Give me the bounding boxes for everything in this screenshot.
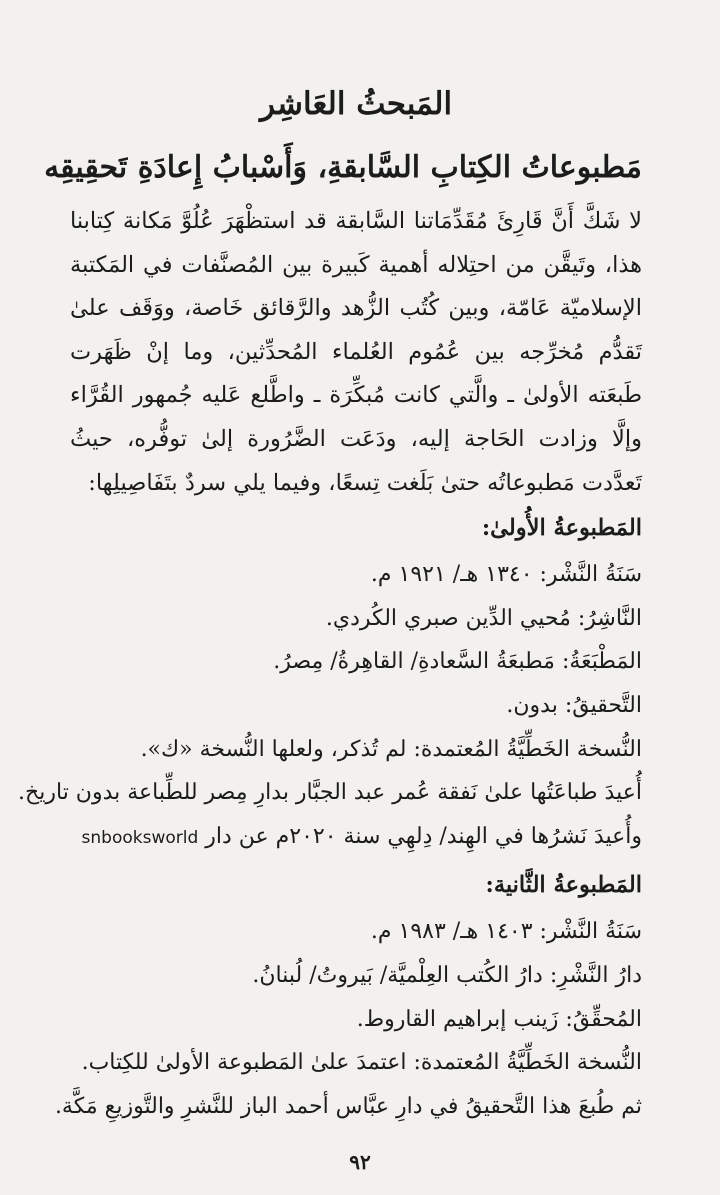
edition-2-publisher: دارُ النَّشْرِ: دارُ الكُتب العِلْميَّة/ بَيروتُ/ لُبنانُ.	[252, 962, 642, 988]
intro-block	[70, 200, 642, 505]
edition-1-press: المَطْبَعَةُ: مَطبعَةُ السَّعادةِ/ القاهِرةُ/ مِصرُ.	[273, 649, 642, 675]
edition-1-publication-year: سَنَةُ النَّشْر: ١٣٤٠ هـ/ ١٩٢١ م.	[370, 562, 642, 588]
section-title: المَبحثُ العَاشِر	[259, 86, 453, 122]
edition-1-manuscript: النُّسخة الخَطِّيَّةُ المُعتمدة: لم تُذكر، ولعلها النُّسخة «ك».	[140, 736, 642, 762]
edition-2-reprint-note: ثم طُبعَ هذا التَّحقيقُ في دارِ عبَّاس أحمد الباز للنَّشرِ والتَّوزيعِ مَكَّة.	[54, 1093, 642, 1119]
section-subtitle: مَطبوعاتُ الكِتابِ السَّابقةِ، وَأَسْبابُ إِعادَةِ تَحقِيقِه	[44, 150, 642, 185]
edition-2-heading: المَطبوعةُ الثَّانية:	[485, 872, 642, 899]
edition-2-block	[54, 864, 642, 1128]
edition-1-block	[18, 507, 642, 860]
edition-1-republish-note	[70, 815, 642, 861]
edition-1-publisher: النَّاشِرُ: مُحيي الدِّين صبري الكُردي.	[325, 605, 642, 631]
intro-paragraph: لا شَكَّ أَنَّ قَارِئَ مُقَدِّمَاتنا السَّابقة قد استظْهَرَ عُلُوَّ مَكانة كِتابنا هذا، وتَيقَّن من احتِلاله أهمية كَبيرة بين المُصنَّفات في المَكتبة الإسلاميّة عَامّة، وبين كُتُب الزُّهد والرَّقائق خَاصة، ووَقَف علىٰ تَقدُّم مُخرِّجه بين عُمُوم العُلماء المُحدِّثين، وما إنْ ظَهَرت طَبعَته الأولىٰ ـ والَّتي كانت مُبكِّرَة ـ واطَّلع عَليه جُمهور القُرَّاء وإلَّا وزادت الحَاجة إليه، ودَعَت الضَّرُورة إلىٰ توفُّره، حيثُ تَعدَّدت مَطبوعاتُه حتىٰ بَلَغت تِسعًا، وفيما يلي سردٌ بتَفَاصِيلِها:	[70, 208, 642, 496]
edition-1-verification: التَّحقيقُ: بدون.	[506, 692, 642, 718]
edition-2-editor: المُحقِّقُ: زَينب إبراهيم القاروط.	[356, 1006, 642, 1032]
edition-1-reprint-note: أُعيدَ طباعَتُها علىٰ نَفقة عُمر عبد الجبَّار بدارِ مِصر للطِّباعة بدون تاريخ.	[18, 780, 642, 806]
watermark-text: snbooksworld	[81, 827, 199, 848]
edition-2-manuscript: النُّسخة الخَطِّيَّةُ المُعتمدة: اعتمدَ علىٰ المَطبوعة الأولىٰ للكِتاب.	[81, 1050, 642, 1076]
edition-2-publication-year: سَنَةُ النَّشْر: ١٤٠٣ هـ/ ١٩٨٣ م.	[370, 919, 642, 945]
edition-1-republish-text: وأُعيدَ نَشرُها في الهِند/ دِلهِي سنة ٢٠٢٠م عن دار	[205, 823, 642, 849]
edition-1-heading: المَطبوعةُ الأُولىٰ:	[481, 515, 642, 542]
page-number: ٩٢	[349, 1150, 371, 1174]
